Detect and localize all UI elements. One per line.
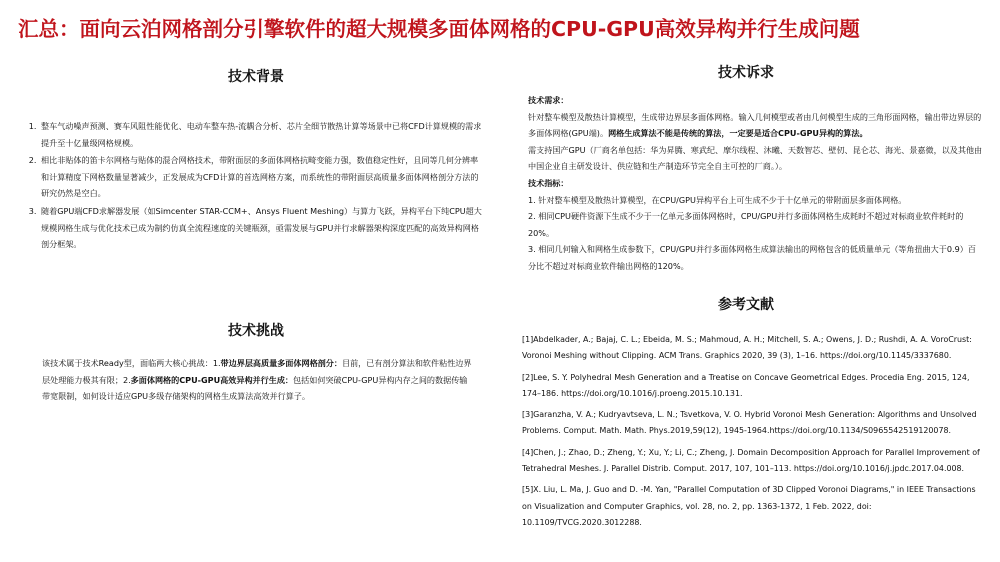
challenge-text — [42, 355, 474, 405]
reference-item: [1]Abdelkader, A.; Bajaj, C. L.; Ebeida, M. S.; Mahmoud, A. H.; Mitchell, S. A.; Owens, J. D.; Rushdi, A. A. VoroCrust: Voronoi Meshing without Clipping. ACM Trans. Graphics 2020, 39 (3), 1–16. https://doi.org/10.1145/3337680. — [522, 335, 972, 361]
background-item: 1. 整车气动噪声预测、赛车风阻性能优化、电动车整车热-流耦合分析、芯片全细节散热计算等场景中已将CFD计算规模的需求提升至十亿量级网格规模。 — [39, 118, 482, 151]
indicator-item: 2. 相同CPU硬件资源下生成不少于一亿单元多面体网格时，CPU/GPU并行多面体网格生成耗时不超过对标商业软件耗时的20%。 — [528, 211, 964, 238]
references-list — [522, 332, 984, 536]
challenge-point-1-text: 目前，已有剖分算法和软件粘性边界层处理能力极其有限；2. — [42, 358, 472, 385]
reference-item: [2]Lee, S. Y. Polyhedral Mesh Generation and a Treatise on Concave Geometrical Edges. Procedia Eng. 2015, 124, 174–186. https://doi.org/10.1016/j.proeng.2015.10.131. — [522, 372, 970, 398]
indicator-item: 3. 相同几何输入和网格生成参数下，CPU/GPU并行多面体网格生成算法输出的网格包含的低质量单元（等角扭曲大于0.9）百分比不超过对标商业软件输出网格的120%。 — [528, 244, 976, 271]
background-item: 3. 随着GPU端CFD求解器发展（如Simcenter STAR-CCM+、Ansys Fluent Meshing）与算力飞跃，异构平台下纯CPU超大规模网格生成与优化技术已成为制约仿真全流程速度的关键瓶颈，亟需发展与GPU并行求解器架构深度匹配的高效异构网格剖分框架。 — [39, 203, 482, 253]
indicator-label: 技术指标： — [528, 177, 569, 188]
background-list — [22, 118, 482, 254]
requirement-label: 技术需求： — [528, 95, 569, 105]
challenge-point-2: 多面体网格的CPU-GPU高效异构并行生成： — [130, 374, 294, 385]
reference-item: [4]Chen, J.; Zhao, D.; Zheng, Y.; Xu, Y.; Li, C.; Zheng, J. Domain Decomposition Approach for Parallel Improvement of Tetrahedral Meshes. J. Parallel Distrib. Comput. 2017, 107, 101–113. https://doi.org/10.1016/j.jpdc.2017.04.008. — [522, 447, 980, 474]
challenge-intro: 该技术属于技术Ready型，面临两大核心挑战：1. — [42, 358, 221, 368]
indicator-item: 1. 针对整车模型及散热计算模型，在CPU/GPU异构平台上可生成不少于十亿单元的带附面层多面体网格。 — [528, 194, 907, 205]
requirement-gpu: 需支持国产GPU（厂商名单包括：华为昇腾、寒武纪、摩尔线程、沐曦、天数智芯、壁仞、昆仑芯、海光、景嘉微，以及其他由中国企业自主研发设计、供应链和生产制造环节完全自主可控的厂商。）。 — [528, 144, 983, 172]
background-item: 2. 相比非贴体的笛卡尔网格与贴体的混合网格技术，带附面层的多面体网格抗畸变能力强，数值稳定性好，且同等几何分辨率和计算精度下网格数量显著减少，正发展成为CFD计算的首选网格方案，而系统性的带附面层高质量多面体网格剖分方法的研究仍然是空白。 — [39, 152, 482, 202]
challenge-point-2-text: 包括如何突破CPU-GPU异构内存之间的数据传输带宽限制，如何设计适应GPU多级存储架构的网格生成算法高效并行算子。 — [42, 374, 468, 402]
challenge-heading: 技术挑战 — [228, 323, 284, 339]
challenge-point-1: 带边界层高质量多面体网格剖分： — [220, 358, 342, 368]
demand-heading: 技术诉求 — [718, 65, 774, 81]
requirement-text: 针对整车模型及散热计算模型，生成带边界层多面体网格。输入几何模型或者由几何模型生成的三角形面网格，输出带边界层的多面体网格(GPU端)。 — [528, 111, 982, 139]
reference-item: [5]X. Liu, L. Ma, J. Guo and D. -M. Yan, "Parallel Computation of 3D Clipped Voronoi Diagrams," in IEEE Transactions on Visualization and Computer Graphics, vol. 28, no. 2, pp. 1363-1372, 1 Feb. 2022, doi: 10.1109/TVCG.2020.3012288. — [522, 485, 976, 527]
demand-block — [528, 92, 984, 275]
requirement-emphasis: 网格生成算法不能是传统的算法，一定要是适合CPU-GPU异构的算法。 — [608, 128, 868, 139]
reference-item: [3]Garanzha, V. A.; Kudryavtseva, L. N.; Tsvetkova, V. O. Hybrid Voronoi Mesh Generation: Algorithms and Unsolved Problems. Comput. Math. Math. Phys.2019,59(12), 1945-1964.https://doi.org/10.1134/S0965542519120078. — [522, 410, 977, 436]
requirement-paragraph — [528, 109, 984, 142]
page-title: 汇总：面向云泊网格剖分引擎软件的超大规模多面体网格的CPU-GPU高效异构并行生成问题 — [18, 17, 860, 41]
background-heading: 技术背景 — [228, 69, 284, 85]
references-heading: 参考文献 — [718, 297, 774, 313]
